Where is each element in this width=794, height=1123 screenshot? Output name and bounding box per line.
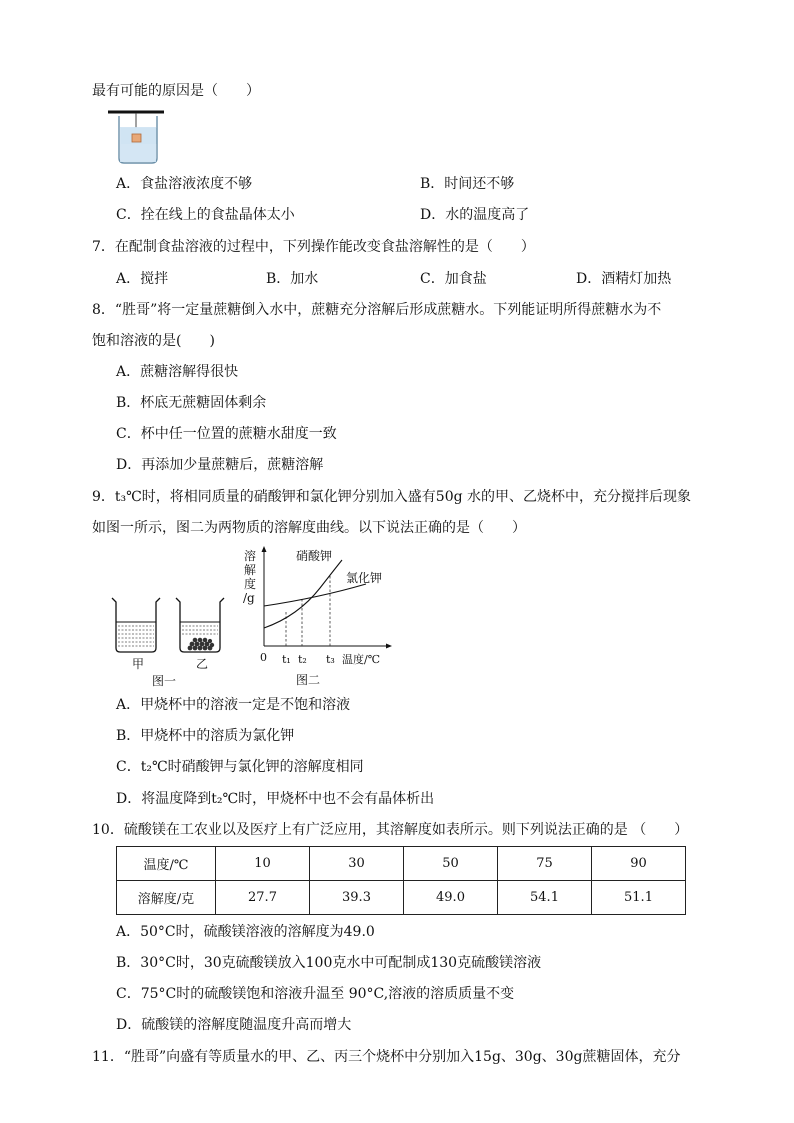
origin-label: 0 (260, 651, 267, 664)
q10-option-d[interactable]: D．硫酸镁的溶解度随温度升高而增大 (116, 1017, 352, 1033)
y-axis-label-char-1: 溶 (244, 549, 257, 563)
table-cell: 30 (310, 847, 404, 881)
q10-option-c[interactable]: C．75°C时的硫酸镁饱和溶液升温至 90°C,溶液的溶质质量不变 (116, 986, 515, 1002)
q7-stem: 7．在配制食盐溶液的过程中，下列操作能改变食盐溶解性的是（ ） (92, 239, 535, 255)
y-axis-label-char-4: /g (243, 591, 255, 605)
q7-option-d[interactable]: D．酒精灯加热 (576, 271, 672, 287)
q8-stem-line1: 8．“胜哥”将一定量蔗糖倒入水中，蔗糖充分溶解后形成蔗糖水。下列能证明所得蔗糖水为不 (92, 302, 662, 318)
table-cell: 50 (404, 847, 498, 881)
table-cell: 10 (216, 847, 310, 881)
table-header-solubility: 溶解度/克 (117, 881, 216, 915)
table-cell: 27.7 (216, 881, 310, 915)
q9-option-a[interactable]: A．甲烧杯中的溶液一定是不饱和溶液 (116, 697, 351, 713)
q10-option-a[interactable]: A．50°C时，硫酸镁溶液的溶解度为49.0 (116, 924, 375, 940)
q9-option-d[interactable]: D．将温度降到t₂℃时，甲烧杯中也不会有晶体析出 (116, 791, 435, 807)
q6-option-a[interactable]: A．食盐溶液浓度不够 (116, 176, 253, 192)
table-cell: 54.1 (498, 881, 592, 915)
table-cell: 49.0 (404, 881, 498, 915)
y-axis-label-char-2: 解 (244, 563, 257, 577)
table-cell: 39.3 (310, 881, 404, 915)
q8-stem-line2: 饱和溶液的是( ) (92, 333, 215, 349)
q6-option-b[interactable]: B．时间还不够 (420, 176, 515, 192)
figure-one-caption: 图一 (152, 674, 177, 688)
tick-t1: t₁ (282, 653, 291, 666)
table-header-temperature: 温度/℃ (117, 847, 216, 881)
q6-stem: 最有可能的原因是（ ） (92, 83, 260, 99)
table-row (117, 847, 686, 881)
figure-one-beakers (106, 592, 236, 688)
q10-stem: 10．硫酸镁在工农业以及医疗上有广泛应用，其溶解度如表所示。则下列说法正确的是 （ ） (92, 822, 689, 838)
q7-option-a[interactable]: A．搅拌 (116, 271, 169, 287)
q11-stem-line1: 11．“胜哥”向盛有等质量水的甲、乙、丙三个烧杯中分别加入15g、30g、30g蔗糖固体，充分 (92, 1049, 681, 1065)
table-row (117, 881, 686, 915)
q6-option-d[interactable]: D．水的温度高了 (420, 207, 530, 223)
beaker-b-label: 乙 (196, 657, 209, 671)
tick-t3: t₃ (326, 653, 335, 666)
kno3-curve-label: 硝酸钾 (296, 549, 333, 563)
figure-two-caption: 图二 (296, 673, 321, 687)
q9-option-b[interactable]: B．甲烧杯中的溶质为氯化钾 (116, 728, 295, 744)
q7-option-c[interactable]: C．加食盐 (420, 271, 487, 287)
solubility-table (116, 846, 686, 915)
beaker-a-label: 甲 (132, 657, 145, 671)
x-axis-label: 温度/℃ (342, 653, 381, 666)
table-cell: 90 (592, 847, 686, 881)
table-cell: 51.1 (592, 881, 686, 915)
hanging-crystal-beaker-figure (108, 110, 166, 166)
q6-option-c[interactable]: C．拴在线上的食盐晶体太小 (116, 207, 295, 223)
table-cell: 75 (498, 847, 592, 881)
q8-option-d[interactable]: D．再添加少量蔗糖后，蔗糖溶解 (116, 457, 324, 473)
q9-stem-line2: 如图一所示，图二为两物质的溶解度曲线。以下说法正确的是（ ） (92, 520, 526, 536)
kcl-curve (264, 584, 366, 606)
kcl-curve-label: 氯化钾 (346, 571, 383, 585)
q7-option-b[interactable]: B．加水 (266, 271, 319, 287)
q8-option-c[interactable]: C．杯中任一位置的蔗糖水甜度一致 (116, 426, 337, 442)
figure-two-solubility-curves (238, 546, 398, 688)
q8-option-a[interactable]: A．蔗糖溶解得很快 (116, 364, 239, 380)
q10-option-b[interactable]: B．30°C时，30克硫酸镁放入100克水中可配制成130克硫酸镁溶液 (116, 955, 542, 971)
tick-t2: t₂ (298, 653, 307, 666)
q9-option-c[interactable]: C．t₂℃时硝酸钾与氯化钾的溶解度相同 (116, 759, 364, 775)
y-axis-label-char-3: 度 (244, 577, 257, 591)
q9-stem-line1: 9．t₃℃时，将相同质量的硝酸钾和氯化钾分别加入盛有50g 水的甲、乙烧杯中，充分搅拌后现象 (92, 489, 692, 505)
q8-option-b[interactable]: B．杯底无蔗糖固体剩余 (116, 395, 267, 411)
